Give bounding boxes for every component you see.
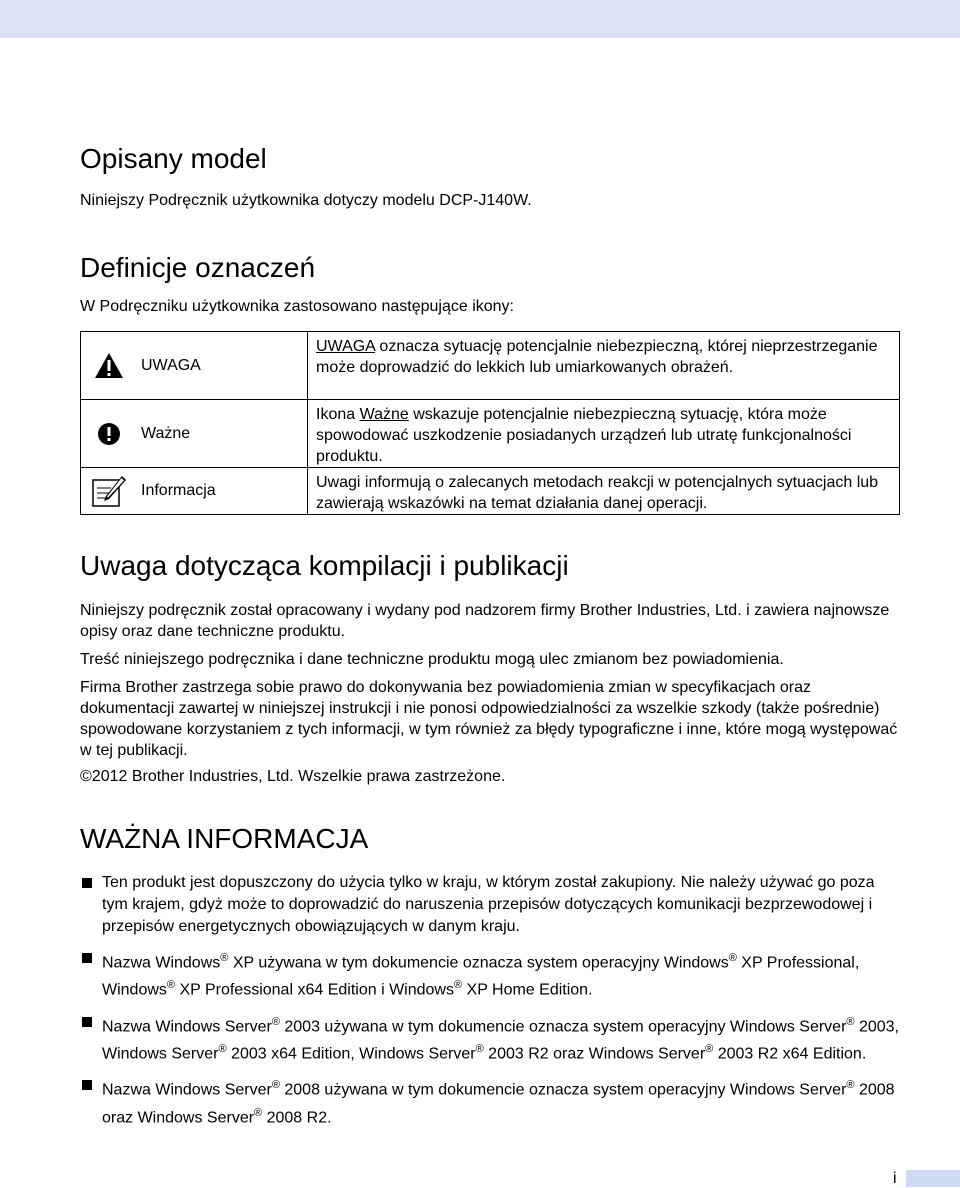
bullet-text: 2003 x64 Edition, Windows Server (226, 1045, 476, 1063)
list-item (80, 1011, 900, 1066)
icon-label-note: Informacja (141, 482, 216, 499)
list-item (80, 947, 900, 1002)
caution-term: UWAGA (316, 338, 375, 355)
registered-mark: ® (846, 1079, 855, 1092)
copyright-text: ©2012 Brother Industries, Ltd. Wszelkie prawa zastrzeżone. (80, 768, 506, 785)
caution-description (316, 332, 893, 399)
bullet-square-icon (82, 1017, 92, 1027)
important-term: Ważne (359, 406, 409, 423)
model-text: Niniejszy Podręcznik użytkownika dotyczy modelu DCP-J140W. (80, 192, 532, 209)
icon-label-caution: UWAGA (141, 356, 201, 374)
bullet-text: XP Professional x64 Edition i Windows (175, 981, 454, 999)
list-item (80, 1074, 900, 1129)
compilation-p2: Treść niniejszego podręcznika i dane techniczne produktu mogą ulec zmianom bez powiadomienia. (80, 651, 784, 668)
registered-mark: ® (271, 1015, 280, 1028)
note-pencil-icon (89, 474, 129, 508)
bullet-square-icon (82, 878, 92, 888)
compilation-p1: Niniejszy podręcznik został opracowany i wydany pod nadzorem firmy Brother Industries, Ltd. i zawiera najnowsze opisy oraz dane techniczne produktu. (80, 602, 890, 640)
registered-mark: ® (218, 1042, 227, 1055)
registered-mark: ® (705, 1042, 714, 1055)
registered-mark: ® (254, 1106, 263, 1119)
icon-definitions-table (80, 331, 900, 515)
important-description (316, 400, 893, 467)
bullet-text: Ten produkt jest dopuszczony do użycia tylko w kraju, w którym został zakupiony. Nie należy używać go poza tym krajem, gdyż może to doprowadzić do naruszenia przepisów dotyczących komunikacji bezprzewodowej i przepisów energetycznych obowiązujących w danym kraju. (102, 874, 875, 935)
heading-compilation: Uwaga dotycząca kompilacji i publikacji (80, 550, 569, 581)
bullet-text: 2008 używana w tym dokumencie oznacza system operacyjny Windows Server (279, 1081, 847, 1099)
registered-mark: ® (453, 979, 463, 992)
icon-cell-caution (81, 332, 308, 400)
bullet-text: 2008 oraz Windows Server (102, 1081, 895, 1126)
bullet-text: 2003 używana w tym dokumencie oznacza system operacyjny Windows Server (279, 1017, 847, 1035)
important-circle-icon (89, 422, 129, 446)
bullet-text: 2003, Windows Server (102, 1017, 899, 1063)
icon-cell-important (81, 400, 308, 468)
page-number: i (893, 1170, 897, 1187)
heading-definitions: Definicje oznaczeń (80, 252, 316, 283)
bullet-text: Nazwa Windows (102, 954, 221, 972)
bullet-text: XP Professional, Windows (102, 954, 860, 999)
desc-cell-important (308, 400, 900, 468)
bullet-text: XP Home Edition. (462, 981, 593, 999)
registered-mark: ® (475, 1042, 484, 1055)
registered-mark: ® (166, 979, 176, 992)
list-item (80, 872, 900, 938)
bullet-text: 2008 R2. (262, 1108, 332, 1126)
registered-mark: ® (846, 1015, 855, 1028)
important-info-list (80, 872, 900, 1138)
bullet-text: 2003 R2 oraz Windows Server (483, 1045, 706, 1063)
registered-mark: ® (220, 952, 229, 964)
bullet-text: Nazwa Windows Server (102, 1017, 272, 1035)
bullet-text: 2003 R2 x64 Edition. (713, 1045, 867, 1063)
icon-label-important: Ważne (141, 424, 191, 442)
caution-text: oznacza sytuację potencjalnie niebezpieczną, której nieprzestrzeganie może doprowadzić do lekkich lub umiarkowanych obrażeń. (316, 338, 878, 376)
icon-cell-note (81, 468, 308, 515)
heading-important-info: WAŻNA INFORMACJA (80, 823, 369, 854)
bullet-text: Nazwa Windows Server (102, 1081, 272, 1099)
desc-cell-caution (308, 332, 900, 400)
compilation-p3: Firma Brother zastrzega sobie prawo do dokonywania bez powiadomienia zmian w specyfikacjach oraz dokumentacji zawartej w niniejszej instrukcji i nie ponosi odpowiedzialności za wszelkie szkody (także pośrednie) spowodowane korzystaniem z tych informacji, w tym również za błędy typograficzne i inne, które mogą występować w tej publikacji. (80, 679, 898, 759)
desc-cell-note (308, 468, 900, 515)
registered-mark: ® (271, 1079, 280, 1092)
important-prefix: Ikona (316, 406, 360, 423)
bullet-text: XP używana w tym dokumencie oznacza system operacyjny Windows (228, 954, 729, 972)
header-band (0, 0, 960, 38)
page-number-bar (906, 1170, 960, 1187)
definitions-intro: W Podręczniku użytkownika zastosowano następujące ikony: (80, 298, 514, 315)
important-text: wskazuje potencjalnie niebezpieczną sytuację, która może spowodować uszkodzenie posiadanych urządzeń lub utratę funkcjonalności produktu. (316, 406, 852, 465)
registered-mark: ® (728, 952, 737, 964)
bullet-square-icon (82, 953, 92, 963)
warning-triangle-icon (89, 352, 129, 379)
heading-model: Opisany model (80, 143, 267, 174)
note-description: Uwagi informują o zalecanych metodach reakcji w potencjalnych sytuacjach lub zawierają wskazówki na temat działania danej operacji. (316, 474, 879, 512)
bullet-square-icon (82, 1080, 92, 1090)
